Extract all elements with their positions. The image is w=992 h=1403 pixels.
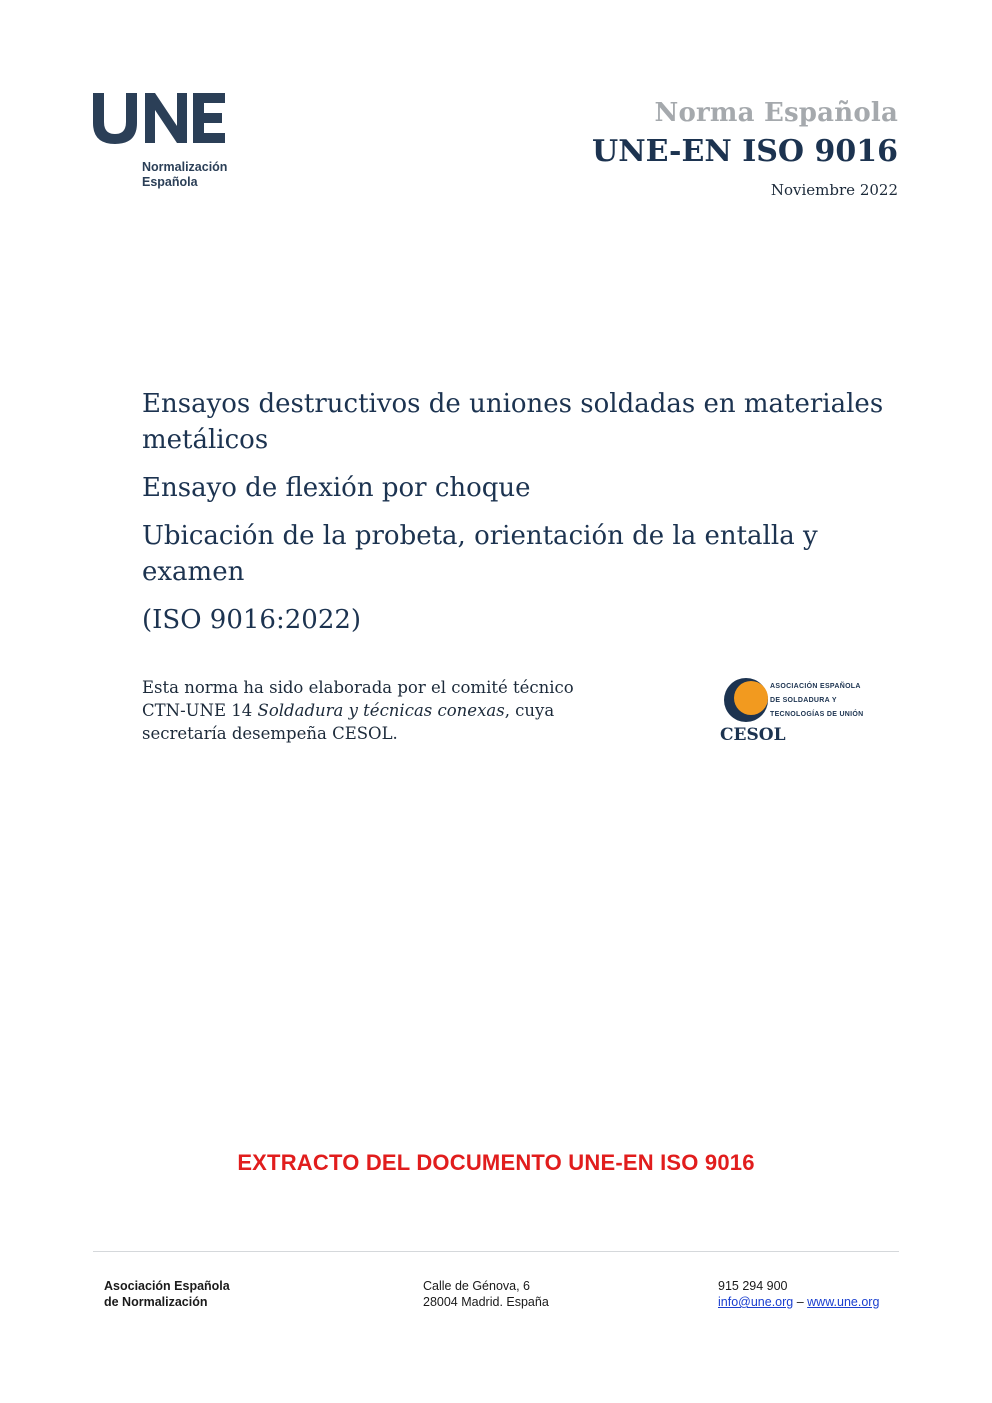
extract-notice: EXTRACTO DEL DOCUMENTO UNE-EN ISO 9016 <box>237 1150 755 1175</box>
document-titles <box>142 386 902 638</box>
footer-links <box>718 1294 879 1310</box>
footer-org-line1: Asociación Española <box>104 1279 230 1293</box>
une-wordmark-icon <box>93 88 233 148</box>
cesol-logo-line1: ASOCIACIÓN ESPAÑOLA <box>770 683 861 690</box>
footer-web-link[interactable]: www.une.org <box>807 1295 880 1309</box>
une-logo-subtitle-line1: Normalización <box>142 160 228 174</box>
footer-org-line2: de Normalización <box>104 1295 208 1309</box>
committee-name: Soldadura y técnicas conexas <box>257 701 505 720</box>
une-logo-subtitle-line2: Española <box>142 175 198 189</box>
footer-divider <box>93 1251 899 1252</box>
title-iso-reference: (ISO 9016:2022) <box>142 605 362 635</box>
footer-email-link[interactable]: info@une.org <box>718 1295 794 1309</box>
standard-code: UNE-EN ISO 9016 <box>592 134 898 169</box>
cesol-logo <box>718 676 868 746</box>
footer-phone: 915 294 900 <box>718 1279 788 1293</box>
cesol-logo-name: CESOL <box>720 725 786 745</box>
title-main: Ensayos destructivos de uniones soldadas en materiales metálicos <box>142 389 884 455</box>
une-logo-subtitle <box>142 160 227 190</box>
title-sub: Ensayo de flexión por choque <box>142 473 531 503</box>
committee-statement <box>142 676 612 745</box>
cesol-logo-line2: DE SOLDADURA Y <box>770 697 837 704</box>
footer-link-separator: – <box>793 1295 808 1309</box>
cesol-logo-text <box>770 680 864 722</box>
standard-date: Noviembre 2022 <box>770 181 898 199</box>
cesol-emblem-icon <box>720 676 772 726</box>
standard-label: Norma Española <box>654 98 898 128</box>
cesol-logo-line3: TECNOLOGÍAS DE UNIÓN <box>770 711 864 718</box>
standard-header <box>592 96 898 200</box>
footer-address-line1: Calle de Génova, 6 <box>423 1279 531 1293</box>
committee-text-after: , cuya secretaría desempeña CESOL. <box>142 701 555 743</box>
committee-text-before: Esta norma ha sido elaborada por el comité técnico CTN-UNE 14 <box>142 678 574 720</box>
title-part: Ubicación de la probeta, orientación de la entalla y examen <box>142 521 818 587</box>
footer-organization <box>104 1278 230 1310</box>
footer-address <box>423 1278 549 1310</box>
footer-contact <box>718 1278 879 1310</box>
une-logo <box>93 88 243 198</box>
footer-address-line2: 28004 Madrid. España <box>423 1295 549 1309</box>
